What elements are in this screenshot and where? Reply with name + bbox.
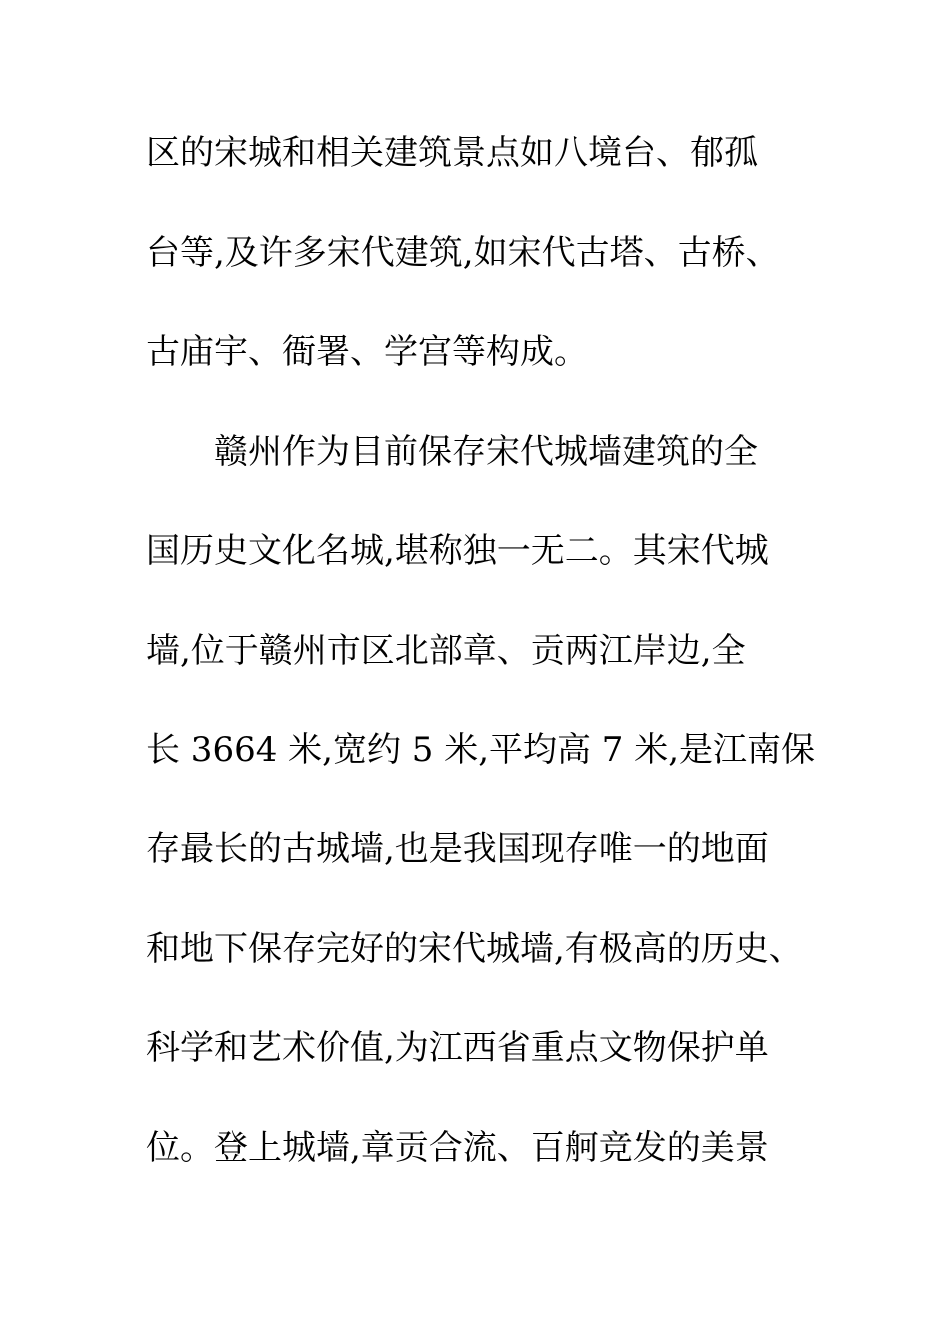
text-line-6: 墙,位于赣州市区北部章、贡两江岸边,全 — [146, 631, 746, 671]
text-line-8: 存最长的古城墙,也是我国现存唯一的地面 — [146, 829, 769, 869]
text-line-1: 区的宋城和相关建筑景点如八境台、郁孤 — [146, 133, 758, 173]
text-line-7: 长 3664 米,宽约 5 米,平均高 7 米,是江南保 — [146, 730, 816, 770]
text-line-5: 国历史文化名城,堪称独一无二。其宋代城 — [146, 531, 769, 571]
paragraph-start-line: 赣州作为目前保存宋代城墙建筑的全 — [214, 432, 758, 472]
text-line-9: 和地下保存完好的宋代城墙,有极高的历史、 — [146, 929, 803, 969]
text-line-11: 位。登上城墙,章贡合流、百舸竞发的美景 — [146, 1128, 769, 1168]
text-line-10: 科学和艺术价值,为江西省重点文物保护单 — [146, 1028, 769, 1068]
text-line-2: 台等,及许多宋代建筑,如宋代古塔、古桥、 — [146, 233, 780, 273]
text-line-3: 古庙宇、衙署、学宫等构成。 — [146, 332, 588, 372]
